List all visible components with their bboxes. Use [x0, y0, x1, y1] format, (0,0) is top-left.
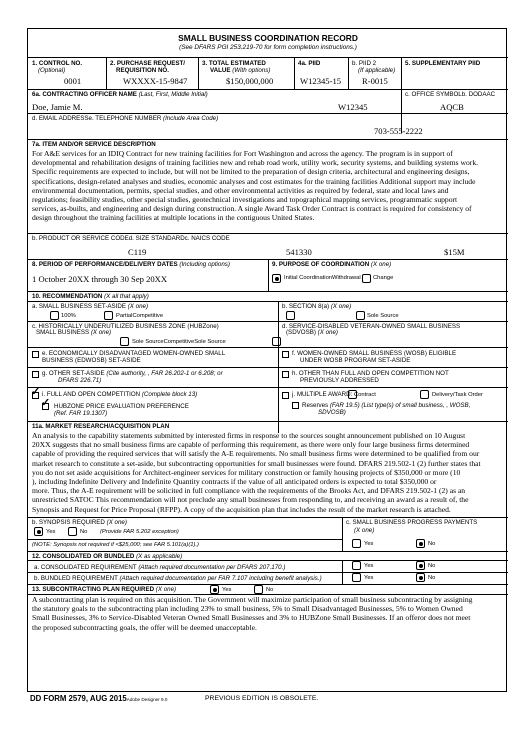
withdrawal-label: Withdrawal: [332, 275, 361, 281]
other-than-full-open-label-2: PREVIOUSLY ADDRESSED: [300, 377, 379, 384]
obsolete-notice: PREVIOUS EDITION IS OBSOLETE.: [205, 695, 319, 702]
piid2-label: b. PIID 2: [352, 60, 377, 67]
consolidated-no-label: No: [428, 563, 436, 569]
coordination-record-form: [27, 28, 507, 692]
consolidated-yes-label: Yes: [364, 563, 374, 569]
hubzone-preference-checkmark: ✓: [41, 397, 51, 409]
control-no-field[interactable]: 0001: [64, 76, 82, 86]
wosb-label-2: UNDER WOSB PROGRAM SET-ASIDE: [300, 357, 411, 364]
bundled-no-label: No: [428, 575, 436, 581]
full-open-checkmark: ✓: [31, 386, 41, 398]
other-set-aside-sub: (Cite authority, , FAR 26.202-1 or 6.208; or: [106, 370, 223, 377]
size-standard-label: d. SIZE STANDARD: [128, 235, 185, 242]
sb-set-aside-label: a. SMALL BUSINESS SET-ASIDE: [32, 303, 126, 310]
naics-label: c. NAICS CODE: [184, 235, 230, 242]
edwosb-label: e. ECONOMICALLY DISADVANTAGED WOMEN-OWNED SMALL: [42, 350, 226, 357]
email-label: d. EMAIL ADDRESS: [32, 115, 89, 122]
market-research-label: 11a. MARKET RESEARCH/ACQUISITION PLAN: [32, 423, 170, 430]
consolidated-req-label: a. CONSOLIDATED REQUIREMENT: [34, 564, 137, 571]
sb-set-aside-sub: (X one): [127, 303, 149, 310]
section-8a-label: b. SECTION 8(a): [282, 303, 330, 310]
dodaac-field[interactable]: W12345: [338, 102, 368, 112]
progress-payments-sub: (X one): [354, 527, 375, 534]
telephone-label: e. TELEPHONE NUMBER: [88, 115, 162, 122]
multiple-award-label: j. MULTIPLE AWARD:: [292, 391, 353, 398]
size-standard-field[interactable]: $15M: [444, 247, 465, 257]
period-label: 8. PERIOD OF PERFORMANCE/DELIVERY DATES: [32, 261, 178, 268]
control-no-optional: (Optional): [38, 67, 66, 74]
sdvosb-competitive-radio[interactable]: [272, 337, 281, 346]
hubzone-label-2: SMALL BUSINESS: [36, 329, 90, 336]
hubzone-competitive-label: Competitive: [163, 339, 195, 345]
bundled-req-sub: (Attach required documentation per FAR 7.107 including benefit analysis.): [119, 575, 322, 582]
hubzone-label: c. HISTORICALLY UNDERUTILIZED BUSINESS ZONE (HUBZone): [32, 323, 219, 330]
office-symbol-label: c. OFFICE SYMBOL: [405, 91, 462, 98]
piid-field[interactable]: W12345-15: [300, 76, 342, 86]
progress-yes-radio[interactable]: [352, 539, 361, 548]
dodaac-label: b. DODAAC: [461, 91, 496, 98]
reserves-sub: (FAR 19.5) (List type(s) of small business, , WOSB,: [329, 402, 471, 409]
withdrawal-radio[interactable]: [362, 274, 371, 283]
item-description-label: 7a. ITEM AND/OR SERVICE DESCRIPTION: [32, 141, 156, 148]
co-name-sub: (Last, First, Middle Initial): [138, 91, 208, 98]
other-than-full-open-label: h. OTHER THAN FULL AND OPEN COMPETITION NOT: [292, 370, 449, 377]
co-name-label: 6a. CONTRACTING OFFICER NAME: [32, 91, 137, 98]
recommendation-label: 10. RECOMMENDATION: [32, 293, 103, 300]
consolidated-label: 12. CONSOLIDATED OR BUNDLED: [32, 553, 135, 560]
market-research-field[interactable]: An analysis to the capability statements submitted by interested firms in response to the sources sought announcement published on 10 August 20XX suggests that no small business firms are capable of performing this requirement, as there were only four large business firms determined capable of providing the required services that will satisfy the A-E requirements. No small business firms were determined to be qualified from our market research to constitute a set-aside, but subcontracting opportunities for small businesses were found. DFARS 219.502-1 (2) further states that you do not set aside acquisitions for Architect-engineer services for military construction or family housing projects of $350,000 or more (10 ), including Indefinite Delivery and Indefinite Quantity contracts if the value of all anticipated orders is expected to total $350,000 or more. Thus, the A-E requirement will be solicited in full compliance with the requirements of the Brooks Act, and DFARS 219.502-1 (2) as an unrestricted SATOC This recommendation will not preclude any small businesses from responding to, and receiving an award as a result of, the Synopsis and Request for Price Proposal (RFPP). A copy of the acquisition plan that includes the result of the market research is attached.: [32, 431, 481, 514]
reserves-label: Reserves: [302, 402, 329, 409]
total-value-options: (With options): [232, 67, 271, 74]
other-set-aside-checkbox[interactable]: [32, 371, 39, 378]
supplementary-piid-label: 5. SUPPLEMENTARY PIID: [405, 60, 481, 67]
item-description-field[interactable]: For A&E services for an IDIQ Contract for new training facilities for Fort Washington and across the agency. The program is in support of developmental and rehabilitation designs of training facilities new and rehab road work, utility work, security systems, and building systems work. Specific requirements are expected to include, but will not be limited to the preparation of design criteria, architectural and engineering designs, specifications, design-related analyses and studies, economic analyses and cost estimates for the training facilities Additional support may include environmental documentation, permits, special studies, and other environmental activities as required by federal, state and local laws and regulations; feasibility studies, other special studies, geotechnical investigations and topographical mapping services, programmatic support services, as-builts, and engineering and design during construction. A single Award Task Order Contract is contract is required for consistency of design throughout the training facilities at multiple locations in the contiguous United States.: [32, 149, 479, 223]
form-id: DD FORM 2579, AUG 2015: [30, 694, 127, 703]
consolidated-sub: (X as applicable): [136, 553, 183, 560]
multiple-award-checkbox[interactable]: [282, 392, 289, 399]
synopsis-note: (NOTE: Synopsis not required if <$25,000; see FAR 5.101(a)(1).): [32, 542, 199, 548]
other-than-full-open-checkbox[interactable]: [282, 371, 289, 378]
progress-yes-label: Yes: [364, 541, 374, 547]
psc-field[interactable]: C119: [128, 247, 147, 257]
change-label: Change: [373, 275, 394, 281]
section-8a-sole-source-label: Sole Source: [367, 313, 399, 319]
purchase-request-label: 2. PURCHASE REQUEST/: [110, 60, 185, 67]
initial-coordination-label: Initial Coordination: [284, 275, 333, 281]
telephone-sub: (Include Area Code): [163, 115, 219, 122]
set-aside-100-radio[interactable]: [50, 311, 59, 320]
total-value-field[interactable]: $150,000,000: [226, 76, 274, 86]
designer-note: Adobe Designer 9.0: [126, 697, 168, 702]
set-aside-competitive-label: Competitive: [132, 313, 164, 319]
purpose-sub: (X one): [370, 261, 392, 268]
subcontracting-no-radio[interactable]: [254, 585, 263, 594]
section-8a-competitive-radio[interactable]: [286, 311, 295, 320]
hubzone-sole-source-radio[interactable]: [120, 337, 129, 346]
synopsis-label: b. SYNOPSIS REQUIRED: [32, 519, 105, 526]
progress-no-radio[interactable]: [416, 539, 425, 548]
hubzone-sole-source-label: Sole Source: [132, 339, 164, 345]
co-name-field[interactable]: Doe, Jamie M.: [32, 102, 83, 112]
multiple-award-order-radio[interactable]: [420, 390, 429, 399]
consolidated-no-radio[interactable]: [416, 561, 425, 570]
control-no-label: 1. CONTROL NO.: [32, 60, 83, 67]
set-aside-partial-label: Partial: [116, 313, 133, 319]
hubzone-preference-ref: (Ref. FAR 19.1307): [54, 410, 108, 417]
office-symbol-field[interactable]: AQCB: [440, 102, 464, 112]
reserves-sub-2: SDVOSB): [318, 409, 346, 416]
subcontracting-sub: (X one): [155, 586, 177, 593]
progress-payments-label: c. SMALL BUSINESS PROGRESS PAYMENTS: [346, 519, 478, 526]
purpose-label: 9. PURPOSE OF COORDINATION: [272, 261, 370, 268]
bundled-req-label: b. BUNDLED REQUIREMENT: [34, 575, 118, 582]
sdvosb-sub: (X one): [317, 329, 338, 336]
edwosb-checkbox[interactable]: [32, 351, 39, 358]
set-aside-partial-radio[interactable]: [104, 311, 113, 320]
subcontracting-yes-radio[interactable]: [210, 585, 219, 594]
subcontracting-label: 13. SUBCONTRACTING PLAN REQUIRED: [32, 586, 155, 593]
subcontracting-no-label: No: [266, 587, 274, 593]
hubzone-sole-source-label-2: Sole Source: [194, 339, 226, 345]
synopsis-yes-label: Yes: [46, 529, 56, 535]
synopsis-yes-radio[interactable]: [34, 527, 43, 536]
progress-no-label: No: [428, 541, 436, 547]
synopsis-no-radio[interactable]: [68, 527, 77, 536]
subcontracting-yes-label: Yes: [222, 587, 232, 593]
form-title: SMALL BUSINESS COORDINATION RECORD: [178, 33, 358, 43]
recommendation-sub: (X all that apply): [104, 293, 149, 300]
section-8a-sole-source-radio[interactable]: [356, 311, 365, 320]
consolidated-yes-radio[interactable]: [352, 561, 361, 570]
synopsis-no-label: No: [80, 529, 88, 535]
purchase-request-field[interactable]: WXXXX-15-9847: [123, 76, 188, 86]
bundled-no-radio[interactable]: [416, 573, 425, 582]
set-aside-100-label: 100%: [61, 313, 76, 319]
multiple-award-contract-label: Contract: [354, 392, 376, 398]
full-open-sub: (Complete block 13): [141, 391, 198, 398]
total-value-label: 3. TOTAL ESTIMATED: [202, 60, 266, 67]
initial-coordination-radio[interactable]: [272, 274, 281, 283]
wosb-label: f. WOMEN-OWNED SMALL BUSINESS (WOSB) ELIGIBLE: [292, 350, 457, 357]
other-set-aside-label: g. OTHER SET-ASIDE: [42, 370, 105, 377]
consolidated-req-sub: (Attach required documentation per DFARS 207.170.): [138, 564, 286, 571]
synopsis-sub: (X one): [106, 519, 127, 526]
wosb-checkbox[interactable]: [282, 351, 289, 358]
period-field[interactable]: 1 October 20XX through 30 Sep 20XX: [32, 274, 168, 284]
other-set-aside-sub-2: DFARS 226.71): [58, 377, 102, 384]
reserves-checkbox[interactable]: [292, 402, 299, 409]
subcontracting-field[interactable]: A subcontracting plan is required on this acquisition. The Government will maximize participation of small business subcontracting by assigning the statutory goals to the subcontracting plan including 23% to small business, 5% to Small Disadvantaged Businesses, 5% to Women Owned Small Businesses, 3% to Service-Disabled Veteran Owned Small Businesses and 3% to HUBZone Small Businesses. If an offeror does not meet the proposed subcontracting goals, the offer will be deemed unacceptable.: [32, 595, 473, 632]
hubzone-preference-label: HUBZONE PRICE EVALUATION PREFERENCE: [54, 403, 189, 410]
bundled-yes-label: Yes: [364, 575, 374, 581]
period-sub: (Including options): [179, 261, 230, 268]
sdvosb-label-2: (SDVOSB): [286, 329, 316, 336]
naics-field[interactable]: 541330: [286, 247, 312, 257]
bundled-yes-radio[interactable]: [352, 573, 361, 582]
synopsis-no-sub: (Provide FAR 5.202 exception): [100, 529, 179, 535]
multiple-award-order-label: Delivery/Task Order: [432, 392, 483, 398]
sdvosb-label: d. SERVICE-DISABLED VETERAN-OWNED SMALL BUSINESS: [282, 323, 461, 330]
section-8a-sub: (X one): [330, 303, 352, 310]
hubzone-sub: (X one): [90, 329, 112, 336]
total-value-label-2: VALUE: [210, 67, 231, 74]
edwosb-label-2: BUSINESS (EDWOSB) SET-ASIDE: [42, 357, 141, 364]
psc-label: b. PRODUCT OR SERVICE CODE: [32, 235, 129, 242]
piid-label: 4a. PIID: [298, 60, 321, 67]
piid2-field[interactable]: R-0015: [362, 76, 388, 86]
requisition-no-label: REQUISITION NO.: [116, 67, 169, 74]
full-open-label: i. FULL AND OPEN COMPETITION: [42, 391, 141, 398]
piid2-applicable: (If applicable): [358, 67, 396, 74]
form-subtitle: (See DFARS PGI 253.219-70 for form completion instructions.): [179, 44, 357, 51]
telephone-field[interactable]: 703-555-2222: [374, 126, 423, 136]
